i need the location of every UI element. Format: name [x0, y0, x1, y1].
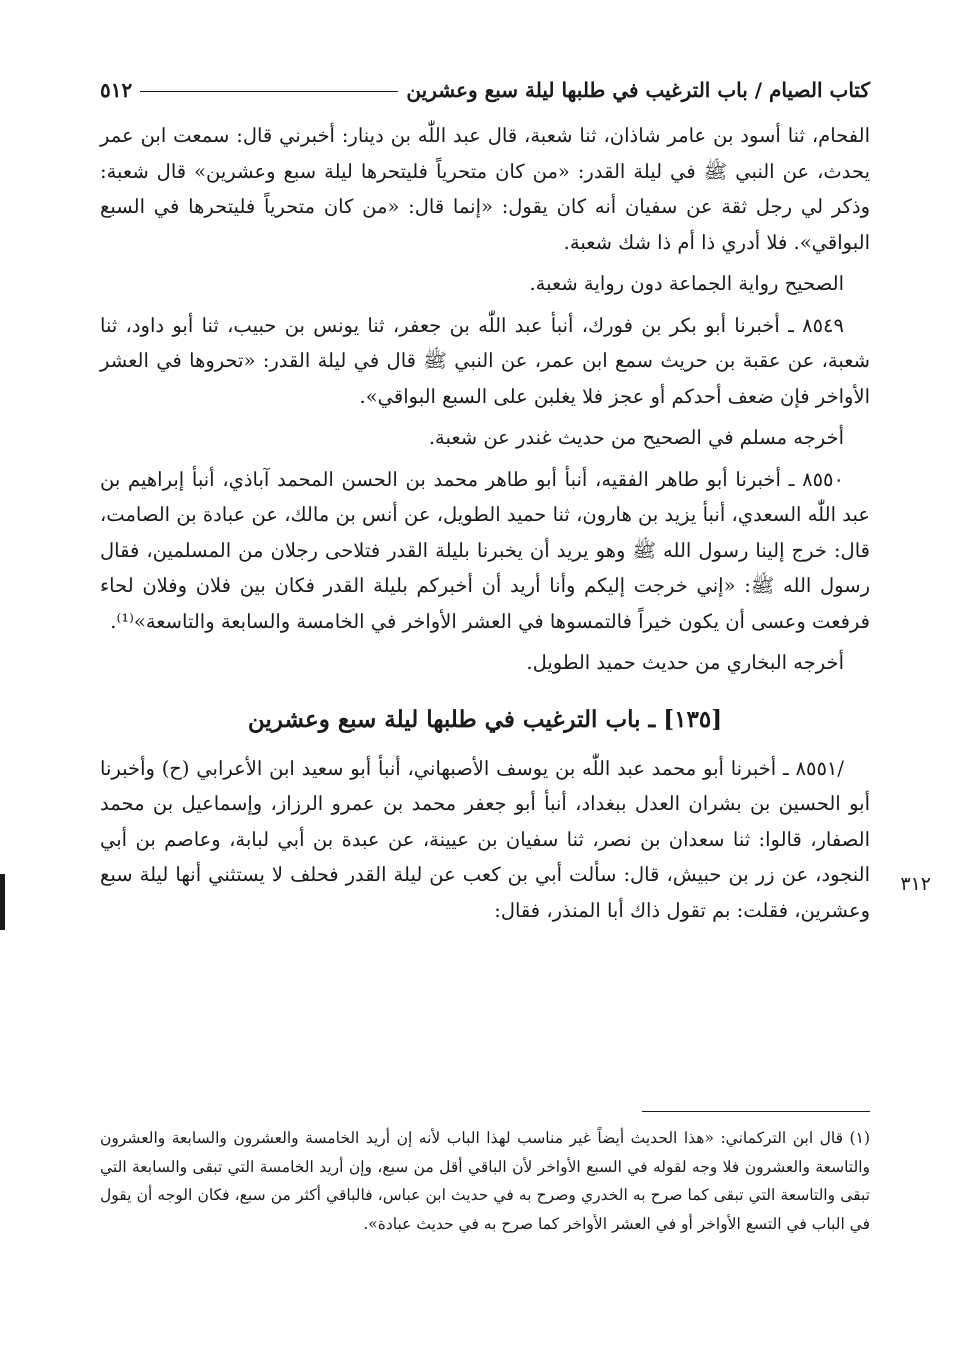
footnote-rule	[642, 1111, 870, 1112]
hadith-8551: /٨٥٥١ ـ أخبرنا أبو محمد عبد اللّٰه بن يوسف الأصبهاني، أنبأ أبو سعيد ابن الأعرابي (ح) وأخبرنا أبو الحسين بن بشران العدل ببغداد، أنبأ أبو جعفر محمد بن عمرو الرزاز، وإسماعيل بن محمد الصفار، قالوا: ثنا سعدان بن نصر، ثنا سفيان بن عيينة، عن عبدة بن أبي لبابة، وعاصم بن أبي النجود، عن زر بن حبيش، قال: سألت أبي بن كعب عن ليلة القدر فحلف لا يستثني أنها ليلة سبع وعشرين، فقلت: بم تقول ذاك أبا المنذر، فقال:	[100, 756, 870, 922]
margin-page-number: ٣١٢	[900, 873, 931, 895]
page-number: ٥١٢	[100, 78, 133, 102]
page	[100, 62, 870, 928]
paragraph-note: الصحيح رواية الجماعة دون رواية شعبة.	[529, 272, 844, 295]
footnote: (١) قال ابن التركماني: «هذا الحديث أيضاً غير مناسب لهذا الباب لأنه إن أريد الخامسة والعشرون والسابعة والعشرون والتاسعة والعشرون فلا وجه لقوله في السبع الأواخر لأن الباقي أقل من سبع، وإن أريد الخامسة التي تبقى والسابعة التي تبقى والتاسعة التي تبقى كما صرح به الخدري وصرح به في حديث ابن عباس، فالباقي أكثر من سبع، فكان الوجه أن يقول في الباب في التسع الأواخر أو في العشر الأواخر كما صرح به في حديث عبادة».	[100, 1129, 870, 1233]
page-body	[100, 118, 870, 928]
paragraph-note: أخرجه مسلم في الصحيح من حديث غندر عن شعبة.	[428, 426, 844, 449]
running-title: كتاب الصيام / باب الترغيب في طلبها ليلة سبع وعشرين	[406, 78, 870, 102]
hadith-8549: ٨٥٤٩ ـ أخبرنا أبو بكر بن فورك، أنبأ عبد اللّٰه بن جعفر، ثنا يونس بن حبيب، ثنا أبو داود، ثنا شعبة، عن عقبة بن حريث سمع ابن عمر، عن النبي ﷺ قال في ليلة القدر: «تحروها في العشر الأواخر فإن ضعف أحدكم أو عجز فلا يغلبن على السبع البواقي».	[100, 313, 870, 408]
section-heading: [١٣٥] ـ باب الترغيب في طلبها ليلة سبع وعشرين	[247, 705, 723, 733]
paragraph-continuation: الفحام، ثنا أسود بن عامر شاذان، ثنا شعبة، قال عبد اللّٰه بن دينار: أخبرني قال: سمعت ابن عمر يحدث، عن النبي ﷺ في ليلة القدر: «من كان متحرياً فليتحرها ليلة سبع وعشرين» قال شعبة: وذكر لي رجل ثقة عن سفيان أنه كان يقول: «إنما قال: «من كان متحرياً فليتحرها في السبع البواقي». فلا أدري ذا أم ذا شك شعبة.	[100, 124, 870, 254]
paragraph-note: أخرجه البخاري من حديث حميد الطويل.	[526, 651, 844, 674]
running-header	[100, 62, 870, 102]
scan-edge-mark	[0, 874, 5, 930]
hadith-8550: ٨٥٥٠ ـ أخبرنا أبو طاهر الفقيه، أنبأ أبو طاهر محمد بن الحسن المحمد آباذي، أنبأ إبراهيم بن عبد اللّٰه السعدي، أنبأ يزيد بن هارون، ثنا حميد الطويل، عن أنس بن مالك، عن عبادة بن الصامت، قال: خرج إلينا رسول الله ﷺ وهو يريد أن يخبرنا بليلة القدر فتلاحى رجلان من المسلمين، فقال رسول الله ﷺ: «إني خرجت إليكم وأنا أريد أن أخبركم بليلة القدر فكان بين فلان وفلان لحاء فرفعت وعسى أن يكون خيراً فالتمسوها في العشر الأواخر في الخامسة والسابعة والتاسعة»⁽¹⁾.	[100, 467, 870, 633]
header-rule	[140, 91, 398, 92]
